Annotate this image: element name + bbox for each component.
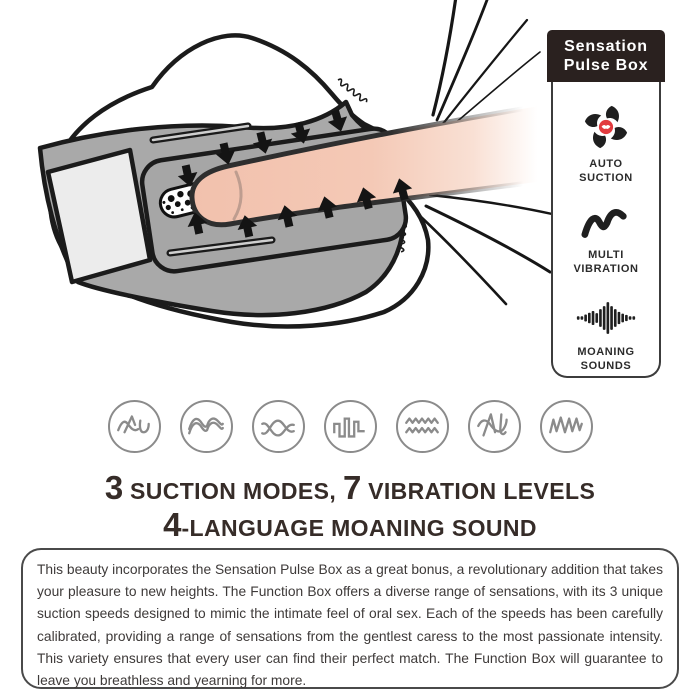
mode-icon-crossing-waves <box>252 400 305 453</box>
moaning-sounds-icon <box>576 298 636 338</box>
auto-suction-label: AUTO SUCTION <box>579 158 633 184</box>
mode-icon-double-zigzag-lines <box>396 400 449 453</box>
device-cross-section-illustration <box>0 0 552 335</box>
vibration-levels-count: 7 <box>342 469 362 506</box>
sensation-pulse-box-panel <box>547 30 665 378</box>
multi-vibration-icon <box>581 205 631 241</box>
mode-icons-row <box>0 400 700 453</box>
device-left-cap <box>48 150 150 282</box>
auto-suction-icon <box>583 104 629 150</box>
panel-title <box>547 30 665 82</box>
panel-title-line2: Pulse Box <box>563 57 649 74</box>
headline-line2: 4-LANGUAGE MOANING SOUND <box>163 506 537 543</box>
mode-icon-double-wave <box>180 400 233 453</box>
panel-body <box>551 82 661 378</box>
suction-modes-count: 3 <box>104 469 124 506</box>
description-box <box>21 548 679 689</box>
mode-icon-dense-zigzag <box>540 400 593 453</box>
panel-title-line1: Sensation <box>564 38 648 55</box>
language-count: 4 <box>163 506 182 543</box>
headline <box>0 471 700 545</box>
moaning-sounds-label: MOANING SOUNDS <box>577 346 635 372</box>
description-text: This beauty incorporates the Sensation Pulse Box as a great bonus, a revolutionary addition that takes your pleasure to new heights. The Function Box offers a diverse range of sensations, with its 3 unique suction speeds designed to mimic the intimate feel of oral sex. Each of the speeds has been carefully calibrated, providing a range of sensations from the gentlest caress to the most passionate intensity. This variety ensures that every user can find their perfect match. The Function Box will guarantee to leave you breathless and yearning for more. <box>37 562 663 689</box>
mode-icon-pulse-square-wave <box>324 400 377 453</box>
multi-vibration-label: MULTI VIBRATION <box>573 249 639 275</box>
mode-icon-overlap-wave-spike <box>468 400 521 453</box>
headline-line1: 3 SUCTION MODES, 7 VIBRATION LEVELS <box>104 469 596 506</box>
mode-icon-single-wave-hook <box>108 400 161 453</box>
